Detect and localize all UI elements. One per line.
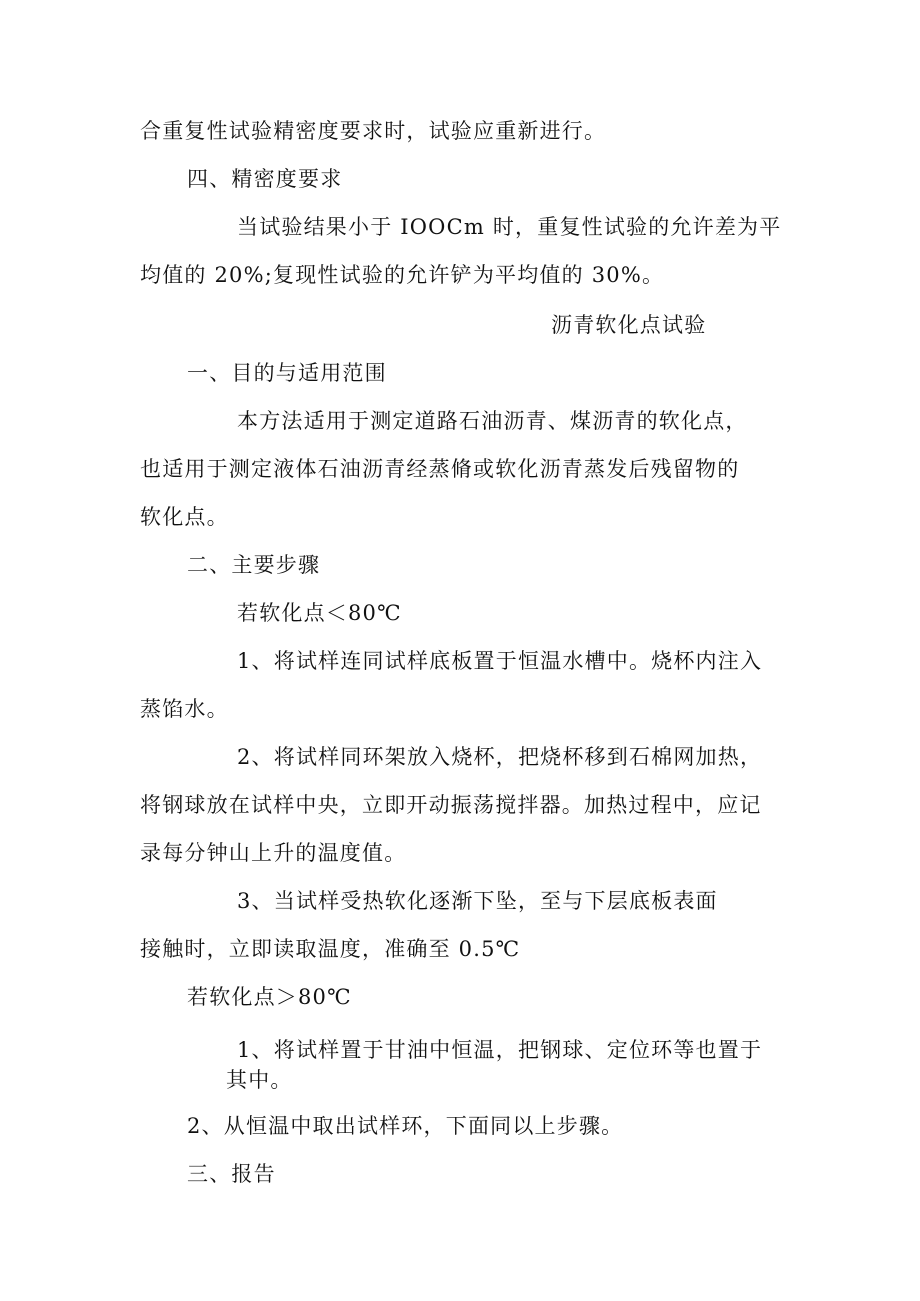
paragraph-line: 1、将试样连同试样底板置于恒温水槽中。烧杯内注入: [237, 649, 763, 673]
section-heading: 二、主要步骤: [187, 553, 321, 577]
subheading: 若软化点＜80℃: [237, 601, 402, 625]
paragraph-line: 接触时，立即读取温度，准确至 0.5℃: [140, 937, 521, 961]
paragraph-line: 将钢球放在试样中央，立即开动振荡搅拌器。加热过程中，应记: [140, 793, 762, 817]
paragraph-line: 其中。: [226, 1068, 293, 1092]
section-heading: 一、目的与适用范围: [187, 361, 387, 385]
paragraph-line: 1、将试样置于甘油中恒温，把钢球、定位环等也置于: [237, 1038, 763, 1062]
section-heading: 三、报告: [187, 1162, 276, 1186]
paragraph-line: 软化点。: [140, 505, 229, 529]
paragraph-line: 当试验结果小于 IOOCm 时，重复性试验的允许差为平: [237, 215, 782, 239]
subheading: 若软化点＞80℃: [187, 985, 352, 1009]
paragraph-line: 2、从恒温中取出试样环，下面同以上步骤。: [187, 1114, 624, 1138]
paragraph-line: 也适用于测定液体石油沥青经蒸脩或软化沥青蒸发后残留物的: [140, 457, 740, 481]
section-heading: 四、精密度要求: [187, 167, 343, 191]
document-title: 沥青软化点试验: [551, 313, 707, 337]
paragraph-line: 3、当试样受热软化逐渐下坠，至与下层底板表面: [237, 889, 718, 913]
paragraph-line: 2、将试样同环架放入烧杯，把烧杯移到石棉网加热，: [237, 745, 763, 769]
paragraph-line: 合重复性试验精密度要求时，试验应重新进行。: [140, 119, 607, 143]
paragraph-line: 均值的 20%;复现性试验的允许铲为平均值的 30%。: [140, 263, 665, 287]
paragraph-line: 蒸馅水。: [140, 697, 229, 721]
paragraph-line: 本方法适用于测定道路石油沥青、煤沥青的软化点，: [237, 409, 748, 433]
paragraph-line: 录每分钟山上升的温度值。: [140, 841, 407, 865]
